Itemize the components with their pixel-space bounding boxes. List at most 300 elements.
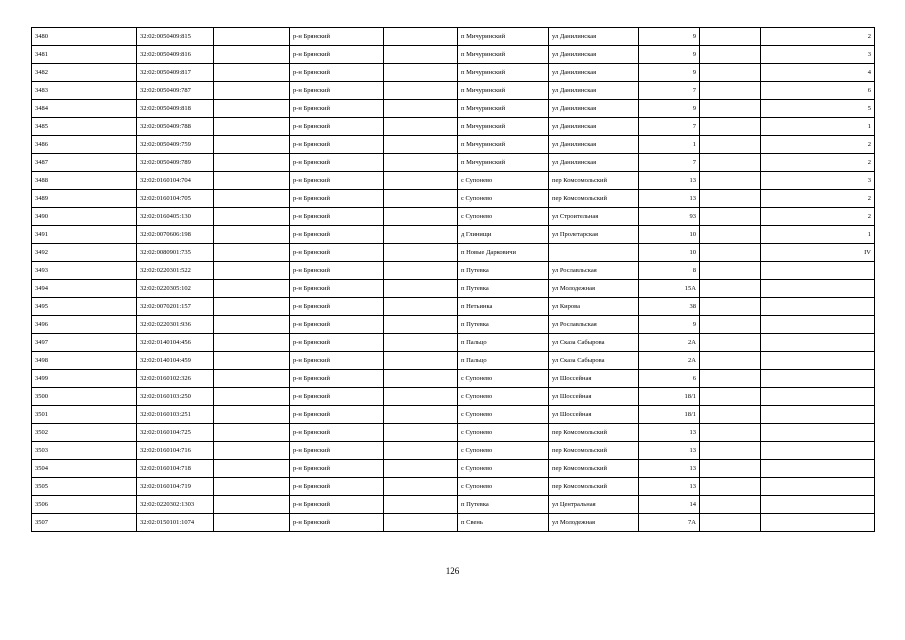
cell-empty — [384, 118, 458, 136]
cell-row-number: 3483 — [32, 82, 137, 100]
cell-unit — [761, 298, 875, 316]
cell-empty — [384, 190, 458, 208]
cell-house: 6 — [639, 370, 700, 388]
cell-settlement: п Путевка — [458, 496, 549, 514]
cell-district: р-н Брянский — [290, 82, 384, 100]
cell-unit — [761, 352, 875, 370]
table-row — [32, 406, 875, 424]
table-body — [32, 28, 875, 532]
cell-house: 10 — [639, 226, 700, 244]
cell-street: пер Комсомольский — [549, 190, 639, 208]
table-row — [32, 208, 875, 226]
cell-street: пер Комсомольский — [549, 442, 639, 460]
cell-empty — [214, 262, 290, 280]
table-row — [32, 64, 875, 82]
cell-house: 7 — [639, 118, 700, 136]
cell-house: 7 — [639, 154, 700, 172]
cell-cadastral-number: 32:02:0220302:1303 — [137, 496, 214, 514]
cell-empty — [700, 514, 761, 532]
cell-street: ул Сказа Сабырова — [549, 334, 639, 352]
cell-empty — [214, 352, 290, 370]
cell-empty — [700, 190, 761, 208]
cell-street: ул Данилинская — [549, 136, 639, 154]
cell-district: р-н Брянский — [290, 442, 384, 460]
cell-house: 1 — [639, 136, 700, 154]
cell-empty — [384, 496, 458, 514]
cell-row-number: 3481 — [32, 46, 137, 64]
cell-unit — [761, 370, 875, 388]
cell-street: ул Данилинская — [549, 28, 639, 46]
table-row — [32, 262, 875, 280]
cell-district: р-н Брянский — [290, 370, 384, 388]
cell-unit — [761, 406, 875, 424]
cell-house: 2А — [639, 352, 700, 370]
cell-cadastral-number: 32:02:0160103:251 — [137, 406, 214, 424]
table-row — [32, 244, 875, 262]
table-row — [32, 100, 875, 118]
cell-empty — [214, 244, 290, 262]
cell-empty — [384, 262, 458, 280]
cell-district: р-н Брянский — [290, 352, 384, 370]
cell-empty — [700, 406, 761, 424]
cell-unit: 6 — [761, 82, 875, 100]
cell-empty — [700, 442, 761, 460]
cell-row-number: 3487 — [32, 154, 137, 172]
cell-row-number: 3489 — [32, 190, 137, 208]
cell-empty — [700, 136, 761, 154]
cell-row-number: 3490 — [32, 208, 137, 226]
cell-unit: 3 — [761, 46, 875, 64]
cell-empty — [384, 244, 458, 262]
cell-empty — [384, 424, 458, 442]
cell-row-number: 3495 — [32, 298, 137, 316]
cell-unit — [761, 388, 875, 406]
cell-row-number: 3502 — [32, 424, 137, 442]
cell-empty — [700, 118, 761, 136]
table-row — [32, 514, 875, 532]
table-row — [32, 28, 875, 46]
cell-house: 9 — [639, 28, 700, 46]
cell-street: ул Данилинская — [549, 46, 639, 64]
cell-empty — [384, 100, 458, 118]
cell-row-number: 3493 — [32, 262, 137, 280]
cell-unit — [761, 262, 875, 280]
cell-district: р-н Брянский — [290, 118, 384, 136]
cell-empty — [384, 514, 458, 532]
cell-unit: 1 — [761, 226, 875, 244]
cell-settlement: п Мичуринский — [458, 28, 549, 46]
cell-empty — [700, 28, 761, 46]
cell-empty — [214, 28, 290, 46]
cell-empty — [384, 460, 458, 478]
cell-settlement: с Супонево — [458, 460, 549, 478]
cell-street: ул Данилинская — [549, 154, 639, 172]
cell-empty — [214, 154, 290, 172]
table-row — [32, 370, 875, 388]
cell-empty — [384, 136, 458, 154]
cell-district: р-н Брянский — [290, 460, 384, 478]
cell-house: 9 — [639, 100, 700, 118]
cell-district: р-н Брянский — [290, 136, 384, 154]
cell-empty — [384, 352, 458, 370]
cell-row-number: 3484 — [32, 100, 137, 118]
cell-empty — [214, 226, 290, 244]
cell-settlement: п Путевка — [458, 316, 549, 334]
cell-empty — [214, 298, 290, 316]
cell-district: р-н Брянский — [290, 190, 384, 208]
cell-empty — [214, 370, 290, 388]
table-row — [32, 496, 875, 514]
cell-cadastral-number: 32:02:0220301:936 — [137, 316, 214, 334]
cell-empty — [700, 334, 761, 352]
cell-unit: 2 — [761, 190, 875, 208]
cell-empty — [384, 334, 458, 352]
cell-empty — [214, 190, 290, 208]
cell-unit: 3 — [761, 172, 875, 190]
cell-empty — [214, 406, 290, 424]
cell-empty — [700, 46, 761, 64]
cell-settlement: п Пальцо — [458, 334, 549, 352]
table-row — [32, 190, 875, 208]
cell-empty — [214, 118, 290, 136]
cell-empty — [700, 64, 761, 82]
cell-cadastral-number: 32:02:0160102:326 — [137, 370, 214, 388]
cell-settlement: п Мичуринский — [458, 136, 549, 154]
cell-street: ул Строительная — [549, 208, 639, 226]
cell-empty — [214, 478, 290, 496]
cell-settlement: п Мичуринский — [458, 46, 549, 64]
cell-settlement: п Мичуринский — [458, 82, 549, 100]
cell-cadastral-number: 32:02:0160104:725 — [137, 424, 214, 442]
cell-empty — [214, 280, 290, 298]
cell-cadastral-number: 32:02:0050409:787 — [137, 82, 214, 100]
cell-district: р-н Брянский — [290, 100, 384, 118]
cell-street: ул Шоссейная — [549, 406, 639, 424]
cell-street: ул Молодежная — [549, 280, 639, 298]
cell-house: 8 — [639, 262, 700, 280]
cell-empty — [700, 388, 761, 406]
cell-empty — [384, 28, 458, 46]
cell-row-number: 3492 — [32, 244, 137, 262]
cell-empty — [214, 496, 290, 514]
cell-cadastral-number: 32:02:0050409:818 — [137, 100, 214, 118]
cell-settlement: п Новые Дарковичи — [458, 244, 549, 262]
table-row — [32, 172, 875, 190]
cell-empty — [700, 262, 761, 280]
cell-empty — [384, 208, 458, 226]
table-row — [32, 46, 875, 64]
cell-settlement: с Супонево — [458, 190, 549, 208]
cell-unit — [761, 424, 875, 442]
cell-district: р-н Брянский — [290, 316, 384, 334]
cell-empty — [700, 316, 761, 334]
cell-empty — [384, 388, 458, 406]
cell-empty — [700, 154, 761, 172]
cell-house: 15А — [639, 280, 700, 298]
cell-empty — [214, 442, 290, 460]
cell-street: пер Комсомольский — [549, 478, 639, 496]
table-row — [32, 442, 875, 460]
cell-house: 13 — [639, 172, 700, 190]
cell-cadastral-number: 32:02:0070606:198 — [137, 226, 214, 244]
cell-house: 13 — [639, 424, 700, 442]
cell-empty — [384, 478, 458, 496]
cell-empty — [700, 298, 761, 316]
cell-district: р-н Брянский — [290, 154, 384, 172]
cell-district: р-н Брянский — [290, 262, 384, 280]
cell-settlement: с Супонево — [458, 478, 549, 496]
cell-district: р-н Брянский — [290, 388, 384, 406]
cell-unit — [761, 460, 875, 478]
cell-street: ул Молодежная — [549, 514, 639, 532]
table-row — [32, 352, 875, 370]
cell-settlement: с Супонево — [458, 442, 549, 460]
cell-row-number: 3504 — [32, 460, 137, 478]
cell-empty — [214, 46, 290, 64]
cell-cadastral-number: 32:02:0050409:759 — [137, 136, 214, 154]
cell-unit: 2 — [761, 208, 875, 226]
cell-empty — [214, 514, 290, 532]
cell-settlement: с Супонево — [458, 208, 549, 226]
cell-district: р-н Брянский — [290, 64, 384, 82]
cell-district: р-н Брянский — [290, 208, 384, 226]
table-row — [32, 424, 875, 442]
cell-row-number: 3506 — [32, 496, 137, 514]
cell-empty — [700, 370, 761, 388]
cell-settlement: с Супонево — [458, 388, 549, 406]
cell-cadastral-number: 32:02:0140104:459 — [137, 352, 214, 370]
cell-empty — [214, 460, 290, 478]
cell-settlement: п Мичуринский — [458, 154, 549, 172]
cell-row-number: 3501 — [32, 406, 137, 424]
cell-district: р-н Брянский — [290, 46, 384, 64]
cell-settlement: с Супонево — [458, 406, 549, 424]
table-row — [32, 316, 875, 334]
cell-settlement: п Мичуринский — [458, 100, 549, 118]
cell-street: ул Данилинская — [549, 82, 639, 100]
cell-street: ул Данилинская — [549, 118, 639, 136]
cell-house: 7А — [639, 514, 700, 532]
cell-street: ул Пролетарская — [549, 226, 639, 244]
cell-cadastral-number: 32:02:0050409:816 — [137, 46, 214, 64]
cell-district: р-н Брянский — [290, 406, 384, 424]
cell-district: р-н Брянский — [290, 424, 384, 442]
table-row — [32, 118, 875, 136]
cell-settlement: п Мичуринский — [458, 64, 549, 82]
cell-house: 7 — [639, 82, 700, 100]
cell-empty — [700, 424, 761, 442]
cell-empty — [214, 100, 290, 118]
cell-district: р-н Брянский — [290, 226, 384, 244]
cell-empty — [700, 172, 761, 190]
cell-row-number: 3480 — [32, 28, 137, 46]
cell-unit — [761, 514, 875, 532]
cell-row-number: 3503 — [32, 442, 137, 460]
cell-empty — [384, 226, 458, 244]
cell-unit: 5 — [761, 100, 875, 118]
cell-empty — [214, 64, 290, 82]
cell-street — [549, 244, 639, 262]
cell-cadastral-number: 32:02:0160104:719 — [137, 478, 214, 496]
cell-empty — [214, 388, 290, 406]
cell-house: 18/1 — [639, 406, 700, 424]
cell-cadastral-number: 32:02:0070201:157 — [137, 298, 214, 316]
cell-settlement: с Супонево — [458, 172, 549, 190]
cell-empty — [700, 280, 761, 298]
cell-unit — [761, 496, 875, 514]
table-row — [32, 82, 875, 100]
cell-empty — [700, 100, 761, 118]
cell-unit — [761, 442, 875, 460]
table-row — [32, 298, 875, 316]
cell-settlement: п Путевка — [458, 280, 549, 298]
cell-unit — [761, 280, 875, 298]
cell-cadastral-number: 32:02:0050409:817 — [137, 64, 214, 82]
cell-district: р-н Брянский — [290, 514, 384, 532]
cell-empty — [384, 370, 458, 388]
cell-empty — [384, 406, 458, 424]
table-row — [32, 136, 875, 154]
cell-cadastral-number: 32:02:0050409:789 — [137, 154, 214, 172]
cell-settlement: п Мичуринский — [458, 118, 549, 136]
cell-empty — [700, 244, 761, 262]
cell-empty — [384, 442, 458, 460]
cell-house: 13 — [639, 190, 700, 208]
cell-row-number: 3482 — [32, 64, 137, 82]
cell-empty — [700, 496, 761, 514]
cell-house: 38 — [639, 298, 700, 316]
cell-district: р-н Брянский — [290, 478, 384, 496]
cell-house: 9 — [639, 64, 700, 82]
cell-settlement: д Глинищи — [458, 226, 549, 244]
cell-cadastral-number: 32:02:0160104:705 — [137, 190, 214, 208]
cell-empty — [700, 460, 761, 478]
cell-empty — [214, 172, 290, 190]
cell-house: 10 — [639, 244, 700, 262]
cell-row-number: 3488 — [32, 172, 137, 190]
cell-cadastral-number: 32:02:0160405:130 — [137, 208, 214, 226]
cell-district: р-н Брянский — [290, 28, 384, 46]
cell-unit: 4 — [761, 64, 875, 82]
cell-row-number: 3491 — [32, 226, 137, 244]
cell-row-number: 3507 — [32, 514, 137, 532]
cell-settlement: п Путевка — [458, 262, 549, 280]
cell-house: 14 — [639, 496, 700, 514]
table-row — [32, 226, 875, 244]
cell-unit: 1 — [761, 118, 875, 136]
cell-street: пер Комсомольский — [549, 460, 639, 478]
cell-cadastral-number: 32:02:0050409:815 — [137, 28, 214, 46]
cell-empty — [700, 226, 761, 244]
cell-district: р-н Брянский — [290, 280, 384, 298]
cell-street: ул Данилинская — [549, 64, 639, 82]
cell-row-number: 3500 — [32, 388, 137, 406]
cell-empty — [214, 208, 290, 226]
cell-cadastral-number: 32:02:0160103:250 — [137, 388, 214, 406]
cell-empty — [700, 82, 761, 100]
cell-empty — [700, 352, 761, 370]
cell-cadastral-number: 32:02:0080901:735 — [137, 244, 214, 262]
cell-settlement: с Супонево — [458, 424, 549, 442]
cell-cadastral-number: 32:02:0160104:704 — [137, 172, 214, 190]
cell-house: 2А — [639, 334, 700, 352]
cell-empty — [214, 334, 290, 352]
registry-table — [31, 27, 875, 532]
table-row — [32, 280, 875, 298]
cell-unit: 2 — [761, 28, 875, 46]
cell-row-number: 3485 — [32, 118, 137, 136]
cell-cadastral-number: 32:02:0220301:522 — [137, 262, 214, 280]
cell-settlement: п Нетьинка — [458, 298, 549, 316]
cell-house: 13 — [639, 460, 700, 478]
table-row — [32, 334, 875, 352]
cell-unit: 2 — [761, 136, 875, 154]
cell-district: р-н Брянский — [290, 172, 384, 190]
cell-street: ул Шоссейная — [549, 388, 639, 406]
cell-unit — [761, 478, 875, 496]
cell-street: пер Комсомольский — [549, 424, 639, 442]
cell-house: 13 — [639, 478, 700, 496]
cell-cadastral-number: 32:02:0140104:456 — [137, 334, 214, 352]
cell-district: р-н Брянский — [290, 334, 384, 352]
cell-empty — [214, 82, 290, 100]
cell-settlement: п Пальцо — [458, 352, 549, 370]
cell-district: р-н Брянский — [290, 244, 384, 262]
cell-row-number: 3497 — [32, 334, 137, 352]
cell-empty — [384, 316, 458, 334]
cell-empty — [214, 136, 290, 154]
cell-row-number: 3499 — [32, 370, 137, 388]
cell-row-number: 3496 — [32, 316, 137, 334]
cell-empty — [384, 64, 458, 82]
cell-house: 9 — [639, 46, 700, 64]
cell-unit — [761, 334, 875, 352]
cell-empty — [214, 316, 290, 334]
cell-cadastral-number: 32:02:0150101:1074 — [137, 514, 214, 532]
table-row — [32, 388, 875, 406]
cell-cadastral-number: 32:02:0050409:788 — [137, 118, 214, 136]
cell-settlement: с Супонево — [458, 370, 549, 388]
cell-street: ул Центральная — [549, 496, 639, 514]
cell-street: ул Рославльская — [549, 316, 639, 334]
cell-street: ул Шоссейная — [549, 370, 639, 388]
cell-row-number: 3498 — [32, 352, 137, 370]
cell-empty — [700, 208, 761, 226]
cell-empty — [214, 424, 290, 442]
cell-cadastral-number: 32:02:0160104:716 — [137, 442, 214, 460]
cell-empty — [384, 172, 458, 190]
cell-empty — [384, 280, 458, 298]
cell-street: ул Кирова — [549, 298, 639, 316]
cell-row-number: 3494 — [32, 280, 137, 298]
cell-empty — [700, 478, 761, 496]
cell-empty — [384, 82, 458, 100]
cell-house: 9 — [639, 316, 700, 334]
cell-empty — [384, 154, 458, 172]
cell-street: пер Комсомольский — [549, 172, 639, 190]
cell-settlement: п Свень — [458, 514, 549, 532]
cell-district: р-н Брянский — [290, 496, 384, 514]
cell-row-number: 3505 — [32, 478, 137, 496]
cell-unit — [761, 316, 875, 334]
cell-house: 13 — [639, 442, 700, 460]
cell-cadastral-number: 32:02:0160104:718 — [137, 460, 214, 478]
cell-district: р-н Брянский — [290, 298, 384, 316]
cell-empty — [384, 298, 458, 316]
page-number: 126 — [445, 566, 460, 576]
cell-street: ул Рославльская — [549, 262, 639, 280]
cell-row-number: 3486 — [32, 136, 137, 154]
